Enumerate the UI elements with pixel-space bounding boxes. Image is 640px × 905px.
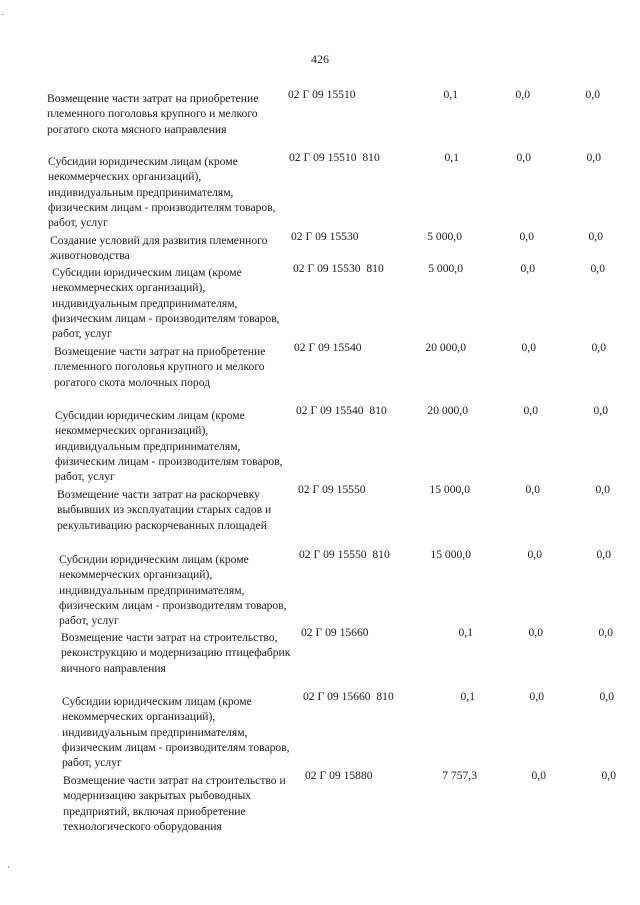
row-amount: 5 000,0 [427, 230, 462, 243]
row-value-2: 0,0 [527, 548, 542, 561]
row-amount: 5 000,0 [428, 262, 463, 275]
row-code: 02 Г 09 15550 [298, 483, 366, 496]
row-value-2: 0,0 [523, 404, 538, 417]
row-amount: 0,1 [443, 88, 458, 101]
row-code: 02 Г 09 15540 810 [296, 404, 387, 417]
row-value-3: 0,0 [588, 230, 603, 243]
row-code: 02 Г 09 15540 [294, 341, 362, 354]
row-name: Возмещение части затрат на раскорчевку выбывших из эксплуатации старых садов и рекультивацию раскорчеванных площадей [57, 488, 272, 532]
row-name: Возмещение части затрат на строительство и модернизацию закрытых рыбоводных предприятий, включая приобретение технологического оборудования [63, 774, 286, 833]
row-name: Возмещение части затрат на приобретение племенного поголовья крупного и мелкого рогатого скота мясного направления [47, 92, 259, 136]
row-value-2: 0,0 [521, 341, 536, 354]
row-value-3: 0,0 [595, 483, 610, 496]
row-value-3: 0,0 [586, 151, 601, 164]
row-value-3: 0,0 [585, 88, 600, 101]
row-value-2: 0,0 [528, 626, 543, 639]
row-value-2: 0,0 [520, 262, 535, 275]
row-amount: 20 000,0 [425, 341, 466, 354]
row-code: 02 Г 09 15530 810 [293, 262, 384, 275]
row-value-2: 0,0 [519, 230, 534, 243]
row-value-2: 0,0 [529, 690, 544, 703]
row-name: Субсидии юридическим лицам (кроме некоммерческих организаций), индивидуальным предпринимателям, физическим лицам - производителям товаров, работ, услуг [48, 155, 276, 230]
scan-mark-bottom [8, 866, 9, 868]
row-name: Субсидии юридическим лицам (кроме некоммерческих организаций), индивидуальным предпринимателям, физическим лицам - производителям товаров, работ, услуг [59, 553, 287, 628]
row-amount: 7 757,3 [442, 769, 477, 782]
scan-mark-top [2, 14, 4, 15]
row-value-3: 0,0 [593, 404, 608, 417]
row-value-3: 0,0 [601, 769, 616, 782]
row-code: 02 Г 09 15510 810 [289, 151, 380, 164]
row-amount: 0,1 [458, 626, 473, 639]
row-value-3: 0,0 [596, 548, 611, 561]
row-value-2: 0,0 [515, 88, 530, 101]
row-value-2: 0,0 [525, 483, 540, 496]
row-amount: 15 000,0 [430, 548, 471, 561]
row-name: Возмещение части затрат на приобретение племенного поголовья крупного и мелкого рогатого скота молочных пород [54, 345, 266, 389]
row-amount: 15 000,0 [429, 483, 470, 496]
row-value-2: 0,0 [516, 151, 531, 164]
row-code: 02 Г 09 15660 [301, 626, 369, 639]
row-code: 02 Г 09 15550 810 [299, 548, 390, 561]
row-code: 02 Г 09 15530 [291, 230, 359, 243]
row-name: Субсидии юридическим лицам (кроме некоммерческих организаций), индивидуальным предпринимателям, физическим лицам - производителям товаров, работ, услуг [55, 409, 283, 484]
row-code: 02 Г 09 15660 810 [303, 690, 394, 703]
row-name: Возмещение части затрат на строительство, реконструкцию и модернизацию птицефабрик яичного направления [61, 631, 291, 675]
row-amount: 20 000,0 [427, 404, 468, 417]
row-value-2: 0,0 [531, 769, 546, 782]
row-amount: 0,1 [460, 690, 475, 703]
row-value-3: 0,0 [599, 690, 614, 703]
row-name: Создание условий для развития племенного животноводства [50, 234, 268, 263]
row-amount: 0,1 [444, 151, 459, 164]
page-number: 426 [311, 52, 329, 66]
row-name: Субсидии юридическим лицам (кроме некоммерческих организаций), индивидуальным предпринимателям, физическим лицам - производителям товаров, работ, услуг [52, 266, 280, 341]
row-name: Субсидии юридическим лицам (кроме некоммерческих организаций), индивидуальным предпринимателям, физическим лицам - производителям товаров, работ, услуг [62, 695, 290, 770]
row-value-3: 0,0 [590, 262, 605, 275]
row-value-3: 0,0 [591, 341, 606, 354]
row-code: 02 Г 09 15880 [305, 769, 373, 782]
row-value-3: 0,0 [598, 626, 613, 639]
row-code: 02 Г 09 15510 [288, 88, 356, 101]
